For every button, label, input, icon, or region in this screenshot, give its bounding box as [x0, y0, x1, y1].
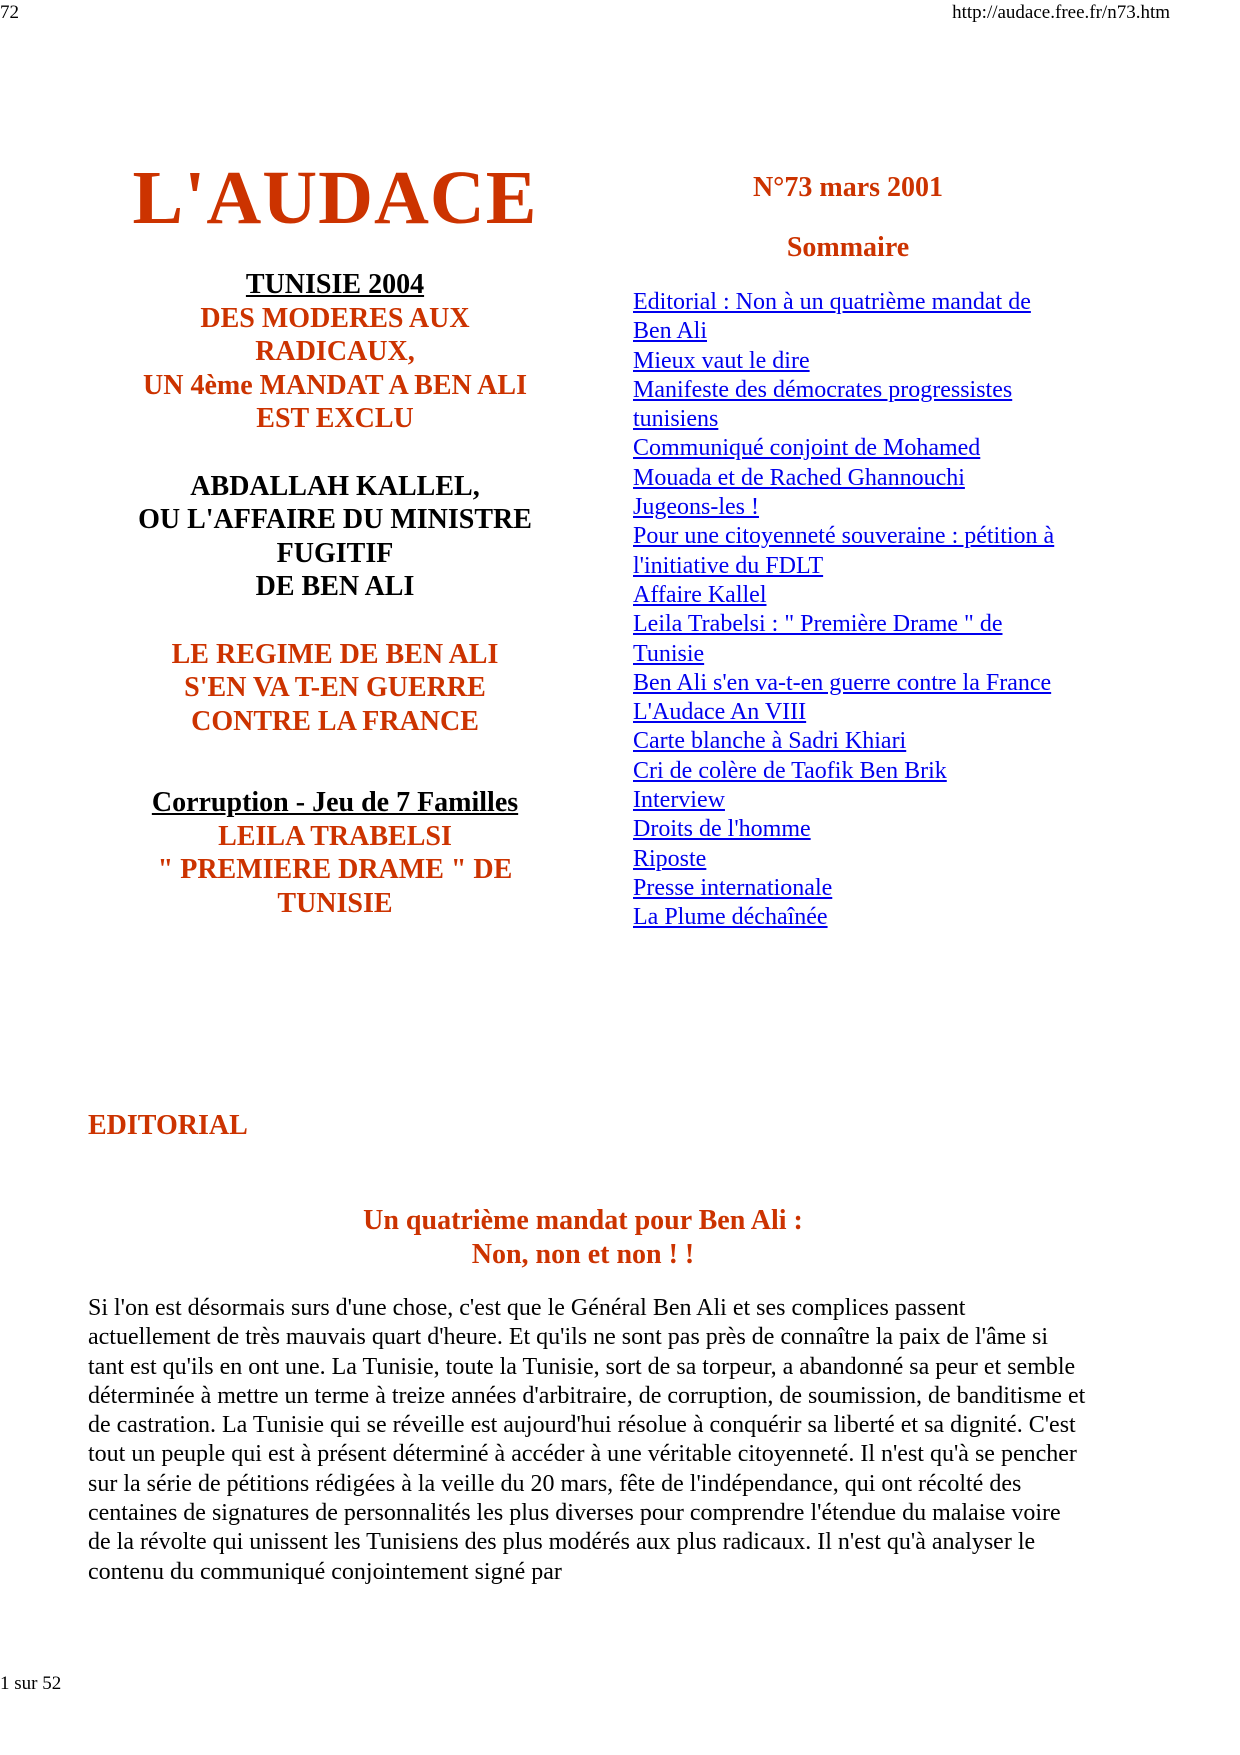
- toc-link[interactable]: L'Audace An VIII: [633, 699, 807, 726]
- toc-item: [633, 581, 1063, 610]
- headline-line: TUNISIE: [277, 887, 393, 919]
- toc-item: [633, 845, 1063, 874]
- toc-item: [633, 815, 1063, 844]
- toc-link[interactable]: Communiqué conjoint de Mohamed Mouada et de Rached Ghannouchi: [633, 435, 981, 491]
- headline-tunisie-2004: [110, 268, 560, 436]
- toc-item: [633, 786, 1063, 815]
- headline-line: LEILA TRABELSI: [218, 820, 452, 852]
- article-title-line: Non, non et non ! !: [471, 1239, 695, 1270]
- toc-link[interactable]: Mieux vaut le dire: [633, 347, 810, 374]
- headline-line: ABDALLAH KALLEL,: [190, 470, 480, 502]
- toc-item: [633, 493, 1063, 522]
- masthead-title: L'AUDACE: [132, 156, 538, 240]
- headline-line: CONTRE LA FRANCE: [191, 705, 479, 737]
- headline-line: DE BEN ALI: [255, 571, 415, 602]
- issue-number: N°73 mars 2001: [752, 172, 944, 203]
- masthead-column: [110, 156, 560, 920]
- headline-line: EST EXCLU: [256, 403, 414, 434]
- headline-line: LE REGIME DE BEN ALI: [171, 638, 499, 670]
- headline-france: [110, 638, 560, 739]
- contents-column: [633, 172, 1063, 933]
- toc-link[interactable]: Presse internationale: [633, 874, 833, 901]
- toc-item: [633, 347, 1063, 376]
- toc-link[interactable]: Editorial : Non à un quatrième mandat de Ben Ali: [633, 289, 1031, 345]
- toc-item: [633, 874, 1063, 903]
- toc-item: [633, 522, 1063, 581]
- toc-item: [633, 757, 1063, 786]
- toc-link[interactable]: Carte blanche à Sadri Khiari: [633, 728, 907, 755]
- toc-link[interactable]: Manifeste des démocrates progressistes tunisiens: [633, 376, 1013, 433]
- toc-link[interactable]: Cri de colère de Taofik Ben Brik: [633, 757, 947, 784]
- headline-line: FUGITIF: [276, 537, 394, 569]
- toc-item: [633, 434, 1063, 493]
- headline-label: Corruption - Jeu de 7 Familles: [151, 787, 519, 818]
- page-url-header: http://audace.free.fr/n73.htm: [952, 2, 1170, 23]
- headline-kallel: [110, 470, 560, 604]
- toc-link[interactable]: Pour une citoyenneté souveraine : pétition à l'initiative du FDLT: [633, 523, 1055, 579]
- toc-item: [633, 727, 1063, 756]
- toc-item: [633, 698, 1063, 727]
- toc-item: [633, 376, 1063, 435]
- toc-link[interactable]: Jugeons-les !: [633, 494, 759, 521]
- headline-line: S'EN VA T-EN GUERRE: [184, 672, 486, 703]
- toc-link[interactable]: Affaire Kallel: [633, 581, 767, 608]
- toc-item: [633, 669, 1063, 698]
- sommaire-list: [633, 288, 1063, 933]
- toc-link[interactable]: Leila Trabelsi : " Première Drame " de Tunisie: [633, 611, 1003, 667]
- page-number-header: 72: [0, 2, 19, 23]
- page-footer: 1 sur 52: [0, 1673, 62, 1694]
- editorial-heading: EDITORIAL: [88, 1110, 248, 1141]
- sommaire-title: Sommaire: [786, 232, 910, 263]
- article-title: [88, 1204, 1078, 1272]
- toc-link[interactable]: La Plume déchaînée: [633, 904, 828, 931]
- toc-item: [633, 610, 1063, 669]
- toc-link[interactable]: Riposte: [633, 845, 707, 872]
- headline-line: UN 4ème MANDAT A BEN ALI: [143, 369, 527, 401]
- toc-item: [633, 903, 1063, 932]
- headline-label: TUNISIE 2004: [245, 269, 425, 300]
- headline-line: DES MODERES AUX: [200, 302, 470, 334]
- toc-link[interactable]: Ben Ali s'en va-t-en guerre contre la France: [633, 669, 1052, 696]
- headline-line: OU L'AFFAIRE DU MINISTRE: [138, 504, 532, 535]
- toc-link[interactable]: Droits de l'homme: [633, 816, 811, 843]
- headline-line: RADICAUX,: [255, 336, 415, 367]
- article-title-line: Un quatrième mandat pour Ben Ali :: [363, 1205, 803, 1236]
- headline-line: " PREMIERE DRAME " DE: [157, 854, 513, 885]
- headline-trabelsi: [110, 786, 560, 920]
- toc-item: [633, 288, 1063, 347]
- toc-link[interactable]: Interview: [633, 787, 725, 814]
- article-body: Si l'on est désormais surs d'une chose, c'est que le Général Ben Ali et ses complices passent actuellement de très mauvais quart d'heure. Et qu'ils ne sont pas près de connaître la paix de l'âme si tant est qu'ils en ont une. La Tunisie, toute la Tunisie, sort de sa torpeur, a abandonné sa peur et semble déterminée à mettre un terme à treize années d'arbitraire, de corruption, de soumission, de banditisme et de castration. La Tunisie qui se réveille est aujourd'hui résolue à conquérir sa liberté et sa dignité. C'est tout un peuple qui est à présent déterminé à accéder à une véritable citoyenneté. Il n'est qu'à se pencher sur la série de pétitions rédigées à la veille du 20 mars, fête de l'indépendance, qui ont récolté des centaines de signatures de personnalités les plus diverses pour comprendre l'étendue du malaise voire de la révolte qui unissent les Tunisiens des plus modérés aux plus radicaux. Il n'est qu'à analyser le contenu du communiqué conjointement signé par: [88, 1295, 1086, 1585]
